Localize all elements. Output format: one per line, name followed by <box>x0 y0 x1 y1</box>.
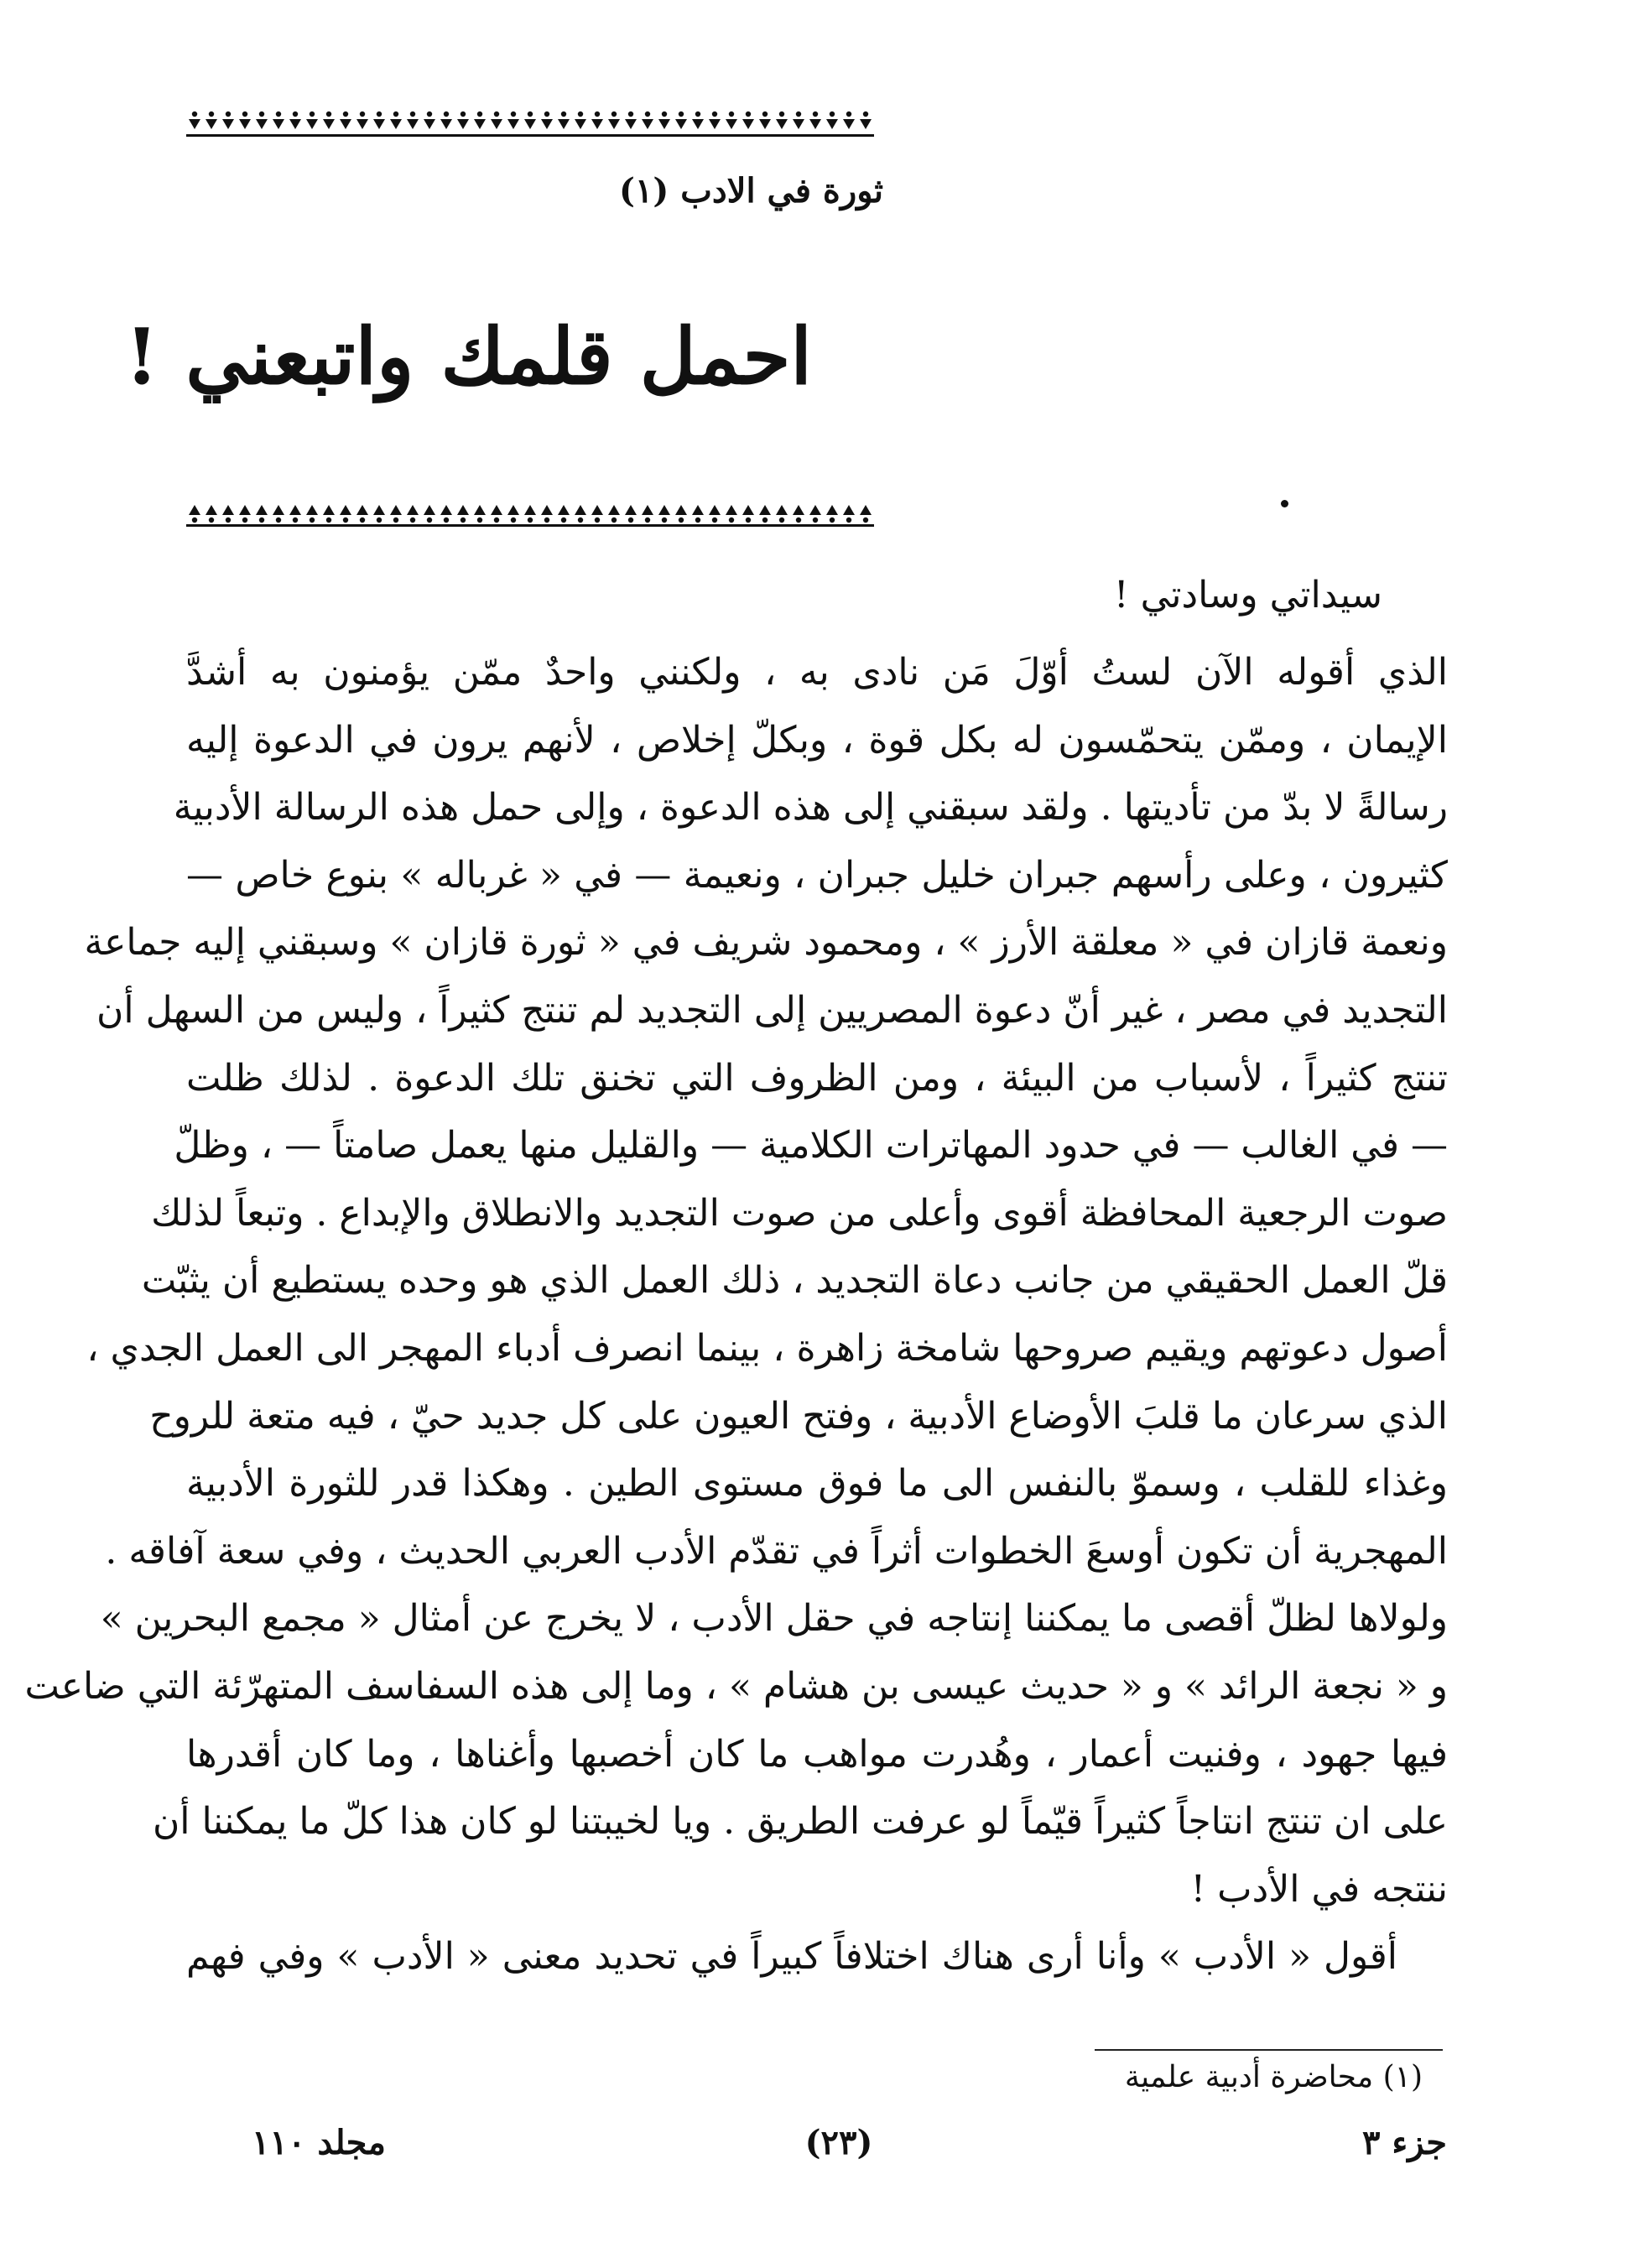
body-line: قلّ العمل الحقيقي من جانب دعاة التجديد ، ذلك العمل الذي هو وحده يستطيع أن يثبّت <box>141 1259 1448 1303</box>
salutation: سيداتي وسادتي ! <box>1113 574 1382 616</box>
footnote-divider <box>1095 2049 1443 2051</box>
volume-number: مجلد ١١٠ <box>252 2123 386 2162</box>
body-line: على ان تنتج انتاجاً كثيراً قيّماً لو عرفت الطريق . ويا لخيبتنا لو كان هذا كلّ ما يمكننا أن <box>152 1800 1448 1844</box>
top-ornament-border <box>186 107 874 141</box>
section-heading: ثورة في الادب (١) <box>618 171 883 211</box>
body-line: تنتج كثيراً ، لأسباب من البيئة ، ومن الظروف التي تخنق تلك الدعوة . لذلك ظلت <box>186 1056 1448 1100</box>
title-ornament-border <box>186 495 874 528</box>
body-line: صوت الرجعية المحافظة أقوى وأعلى من صوت التجديد والانطلاق والإبداع . وتبعاً لذلك <box>151 1191 1448 1235</box>
body-line: — في الغالب — في حدود المهاترات الكلامية — والقليل منها يعمل صامتاً — ، وظلّ <box>174 1124 1448 1168</box>
body-line: ونعمة قازان في « معلقة الأرز » ، ومحمود شريف في « ثورة قازان » وسبقني إليه جماعة <box>84 921 1448 965</box>
body-line: أصول دعوتهم ويقيم صروحها شامخة زاهرة ، بينما انصرف أدباء المهجر الى العمل الجدي ، <box>86 1326 1448 1370</box>
ink-dot <box>1281 500 1288 507</box>
body-line: فيها جهود ، وفنيت أعمار ، وهُدرت مواهب ما كان أخصبها وأغناها ، وما كان أقدرها <box>186 1732 1448 1776</box>
body-line: الذي أقوله الآن لستُ أوّلَ مَن نادى به ، ولكنني واحدٌ ممّن يؤمنون به أشدَّ <box>186 651 1448 694</box>
body-line: وغذاء للقلب ، وسموّ بالنفس الى ما فوق مستوى الطين . وهكذا قدر للثورة الأدبية <box>186 1462 1448 1506</box>
footnote: (١) محاضرة أدبية علمية <box>1124 2060 1423 2094</box>
article-title: احمل قلمك واتبعني ! <box>124 311 812 402</box>
body-line: كثيرون ، وعلى رأسهم جبران خليل جبران ، ونعيمة — في « غرباله » بنوع خاص — <box>186 853 1448 897</box>
paragraph-end-line: ننتجه في الأدب ! <box>1190 1867 1448 1911</box>
body-line: و « نجعة الرائد » و « حديث عيسى بن هشام » ، وما إلى هذه السفاسف المتهرّئة التي ضاعت <box>24 1664 1448 1708</box>
body-line: المهجرية أن تكون أوسعَ الخطوات أثراً في تقدّم الأدب العربي الحديث ، وفي سعة آفاقه . <box>105 1529 1448 1573</box>
title-ornament-svg <box>186 495 874 528</box>
page-number: (٢٣) <box>804 2123 873 2162</box>
body-line: الإيمان ، وممّن يتحمّسون له بكل قوة ، وبكلّ إخلاص ، لأنهم يرون في الدعوة إليه <box>186 718 1448 762</box>
body-line: رسالةً لا بدّ من تأديتها . ولقد سبقني إلى هذه الدعوة ، وإلى حمل هذه الرسالة الأدبية <box>173 786 1448 830</box>
issue-number: جزء ٣ <box>1361 2123 1447 2162</box>
body-line: ولولاها لظلّ أقصى ما يمكننا إنتاجه في حقل الأدب ، لا يخرج عن أمثال « مجمع البحرين » <box>100 1597 1448 1641</box>
body-line: الذي سرعان ما قلبَ الأوضاع الأدبية ، وفتح العيون على كل جديد حيّ ، فيه متعة للروح <box>149 1394 1448 1438</box>
paragraph-start-line: أقول « الأدب » وأنا أرى هناك اختلافاً كبيراً في تحديد معنى « الأدب » وفي فهم <box>186 1935 1397 1979</box>
body-line: التجديد في مصر ، غير أنّ دعوة المصريين إلى التجديد لم تنتج كثيراً ، وليس من السهل أن <box>96 988 1448 1032</box>
top-ornament-svg <box>186 107 874 141</box>
article-body <box>24 639 1448 1979</box>
